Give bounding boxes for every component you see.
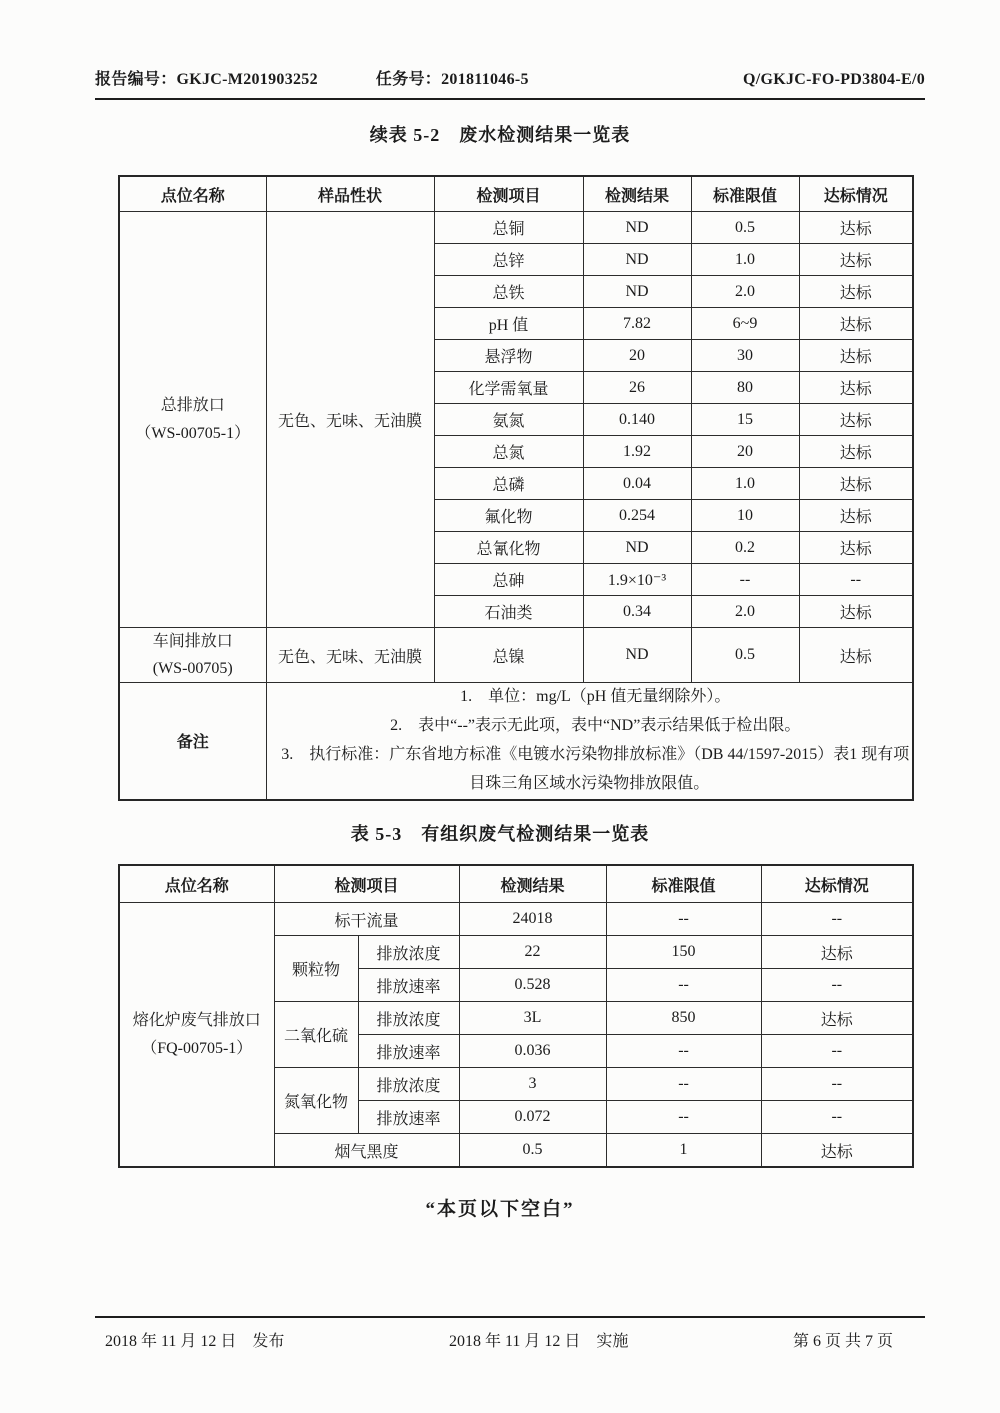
point-name-line2: （WS-00705-1） — [135, 424, 251, 442]
point-name-line1: 熔化炉废气排放口 — [132, 1012, 261, 1030]
result-cell: 0.140 — [583, 404, 691, 436]
result-cell: ND — [583, 628, 691, 683]
item-cell: 烟气黑度 — [274, 1134, 459, 1168]
note-line: 1. 单位：mg/L（pH 值无量纲除外）。 — [460, 688, 731, 706]
limit-cell: 15 — [691, 404, 799, 436]
status-cell: -- — [761, 1035, 913, 1068]
item-cell: 总锌 — [434, 244, 583, 276]
status-cell: 达标 — [799, 372, 913, 404]
doc-code: Q/GKJC-FO-PD3804-E/0 — [743, 71, 925, 88]
status-cell: -- — [761, 969, 913, 1002]
status-cell: 达标 — [799, 532, 913, 564]
col-header-result: 检测结果 — [583, 176, 691, 212]
metric-cell: 排放速率 — [358, 1101, 459, 1134]
notes-content-cell — [266, 683, 913, 800]
notes-row — [119, 683, 913, 800]
result-cell: ND — [583, 276, 691, 308]
status-cell: 达标 — [799, 404, 913, 436]
table-5-3-title: 表 5-3 有组织废气检测结果一览表 — [350, 824, 650, 844]
status-cell: 达标 — [799, 276, 913, 308]
result-cell: 3 — [459, 1068, 606, 1101]
limit-cell: 850 — [606, 1002, 761, 1035]
wastewater-results-table — [118, 175, 914, 801]
limit-cell: 0.5 — [691, 212, 799, 244]
table-row — [119, 628, 913, 683]
col-header-result: 检测结果 — [459, 865, 606, 903]
metric-cell: 排放浓度 — [358, 1068, 459, 1101]
item-cell: pH 值 — [434, 308, 583, 340]
limit-cell: 1 — [606, 1134, 761, 1168]
point-name-cell — [119, 903, 274, 1168]
col-header-status: 达标情况 — [761, 865, 913, 903]
result-cell: 0.34 — [583, 596, 691, 628]
table-header-row — [119, 176, 913, 212]
limit-cell: 2.0 — [691, 596, 799, 628]
blank-page-note: “本页以下空白” — [425, 1199, 575, 1220]
item-cell: 标干流量 — [274, 903, 459, 936]
sample-character-cell: 无色、无味、无油膜 — [266, 212, 434, 628]
item-cell: 石油类 — [434, 596, 583, 628]
table-header-row — [119, 865, 913, 903]
point-name-cell — [119, 212, 266, 628]
limit-cell: -- — [606, 1101, 761, 1134]
col-header-point: 点位名称 — [119, 176, 266, 212]
limit-cell: 10 — [691, 500, 799, 532]
limit-cell: 150 — [606, 936, 761, 969]
status-cell: 达标 — [799, 308, 913, 340]
limit-cell: -- — [691, 564, 799, 596]
result-cell: 0.036 — [459, 1035, 606, 1068]
status-cell: 达标 — [799, 212, 913, 244]
limit-cell: -- — [606, 1068, 761, 1101]
result-cell: 1.92 — [583, 436, 691, 468]
item-cell: 总铜 — [434, 212, 583, 244]
pollutant-name-cell: 二氧化硫 — [274, 1002, 358, 1068]
status-cell: 达标 — [799, 340, 913, 372]
item-cell: 总氮 — [434, 436, 583, 468]
status-cell: -- — [799, 564, 913, 596]
limit-cell: 0.5 — [691, 628, 799, 683]
limit-cell: 2.0 — [691, 276, 799, 308]
result-cell: 26 — [583, 372, 691, 404]
item-cell: 总磷 — [434, 468, 583, 500]
result-cell: 0.5 — [459, 1134, 606, 1168]
item-cell: 悬浮物 — [434, 340, 583, 372]
status-cell: 达标 — [799, 596, 913, 628]
limit-cell: 0.2 — [691, 532, 799, 564]
status-cell: 达标 — [799, 244, 913, 276]
point-name-line2: （FQ-00705-1） — [141, 1039, 253, 1057]
col-header-sample: 样品性状 — [266, 176, 434, 212]
metric-cell: 排放速率 — [358, 969, 459, 1002]
item-cell: 总铁 — [434, 276, 583, 308]
note-line: 3. 执行标准：广东省地方标准《电镀水污染物排放标准》（DB 44/1597-2015）表1 现有项目珠三角区域水污染物排放限值。 — [281, 745, 910, 792]
limit-cell: -- — [606, 903, 761, 936]
result-cell: 20 — [583, 340, 691, 372]
limit-cell: 6~9 — [691, 308, 799, 340]
page-footer — [95, 1316, 925, 1351]
result-cell: 0.528 — [459, 969, 606, 1002]
sample-character-cell: 无色、无味、无油膜 — [266, 628, 434, 683]
page-header — [95, 66, 925, 100]
col-header-item: 检测项目 — [274, 865, 459, 903]
col-header-item: 检测项目 — [434, 176, 583, 212]
item-cell: 总砷 — [434, 564, 583, 596]
status-cell: -- — [761, 903, 913, 936]
result-cell: ND — [583, 532, 691, 564]
col-header-status: 达标情况 — [799, 176, 913, 212]
task-number-value: 201811046-5 — [441, 71, 529, 88]
point-name-line2: (WS-00705) — [152, 660, 233, 678]
result-cell: 0.072 — [459, 1101, 606, 1134]
point-name-line1: 总排放口 — [160, 397, 225, 415]
item-cell: 总镍 — [434, 628, 583, 683]
status-cell: 达标 — [799, 628, 913, 683]
result-cell: 0.254 — [583, 500, 691, 532]
result-cell: 3L — [459, 1002, 606, 1035]
result-cell: 7.82 — [583, 308, 691, 340]
page-number: 第 6 页 共 7 页 — [792, 1333, 893, 1350]
report-number-value: GKJC-M201903252 — [176, 71, 318, 88]
col-header-limit: 标准限值 — [691, 176, 799, 212]
metric-cell: 排放速率 — [358, 1035, 459, 1068]
limit-cell: 30 — [691, 340, 799, 372]
item-cell: 氨氮 — [434, 404, 583, 436]
metric-cell: 排放浓度 — [358, 936, 459, 969]
item-cell: 氟化物 — [434, 500, 583, 532]
report-number-label: 报告编号： — [95, 71, 177, 88]
limit-cell: 80 — [691, 372, 799, 404]
status-cell: 达标 — [761, 1002, 913, 1035]
pollutant-name-cell: 氮氧化物 — [274, 1068, 358, 1134]
publish-date: 2018 年 11 月 12 日 发布 — [105, 1333, 285, 1350]
metric-cell: 排放浓度 — [358, 1002, 459, 1035]
result-cell: 0.04 — [583, 468, 691, 500]
implement-date: 2018 年 11 月 12 日 实施 — [448, 1333, 629, 1350]
table-row — [119, 903, 913, 936]
result-cell: 22 — [459, 936, 606, 969]
limit-cell: 1.0 — [691, 468, 799, 500]
status-cell: 达标 — [761, 1134, 913, 1168]
result-cell: 1.9×10⁻³ — [583, 564, 691, 596]
report-number — [95, 66, 318, 89]
exhaust-gas-results-table — [118, 864, 914, 1168]
table-row — [119, 212, 913, 244]
limit-cell: -- — [606, 1035, 761, 1068]
limit-cell: 20 — [691, 436, 799, 468]
point-name-cell — [119, 628, 266, 683]
table-5-2-title: 续表 5-2 废水检测结果一览表 — [369, 125, 631, 145]
limit-cell: -- — [606, 969, 761, 1002]
notes-label-cell: 备注 — [119, 683, 266, 800]
col-header-point: 点位名称 — [119, 865, 274, 903]
point-name-line1: 车间排放口 — [152, 633, 233, 650]
pollutant-name-cell: 颗粒物 — [274, 936, 358, 1002]
task-number — [376, 66, 529, 89]
status-cell: 达标 — [799, 500, 913, 532]
status-cell: 达标 — [799, 436, 913, 468]
result-cell: 24018 — [459, 903, 606, 936]
status-cell: 达标 — [799, 468, 913, 500]
limit-cell: 1.0 — [691, 244, 799, 276]
task-number-label: 任务号： — [375, 71, 442, 88]
result-cell: ND — [583, 212, 691, 244]
status-cell: -- — [761, 1101, 913, 1134]
status-cell: 达标 — [761, 936, 913, 969]
col-header-limit: 标准限值 — [606, 865, 761, 903]
result-cell: ND — [583, 244, 691, 276]
status-cell: -- — [761, 1068, 913, 1101]
item-cell: 总氰化物 — [434, 532, 583, 564]
note-line: 2. 表中“--”表示无此项，表中“ND”表示结果低于检出限。 — [390, 717, 801, 735]
item-cell: 化学需氧量 — [434, 372, 583, 404]
